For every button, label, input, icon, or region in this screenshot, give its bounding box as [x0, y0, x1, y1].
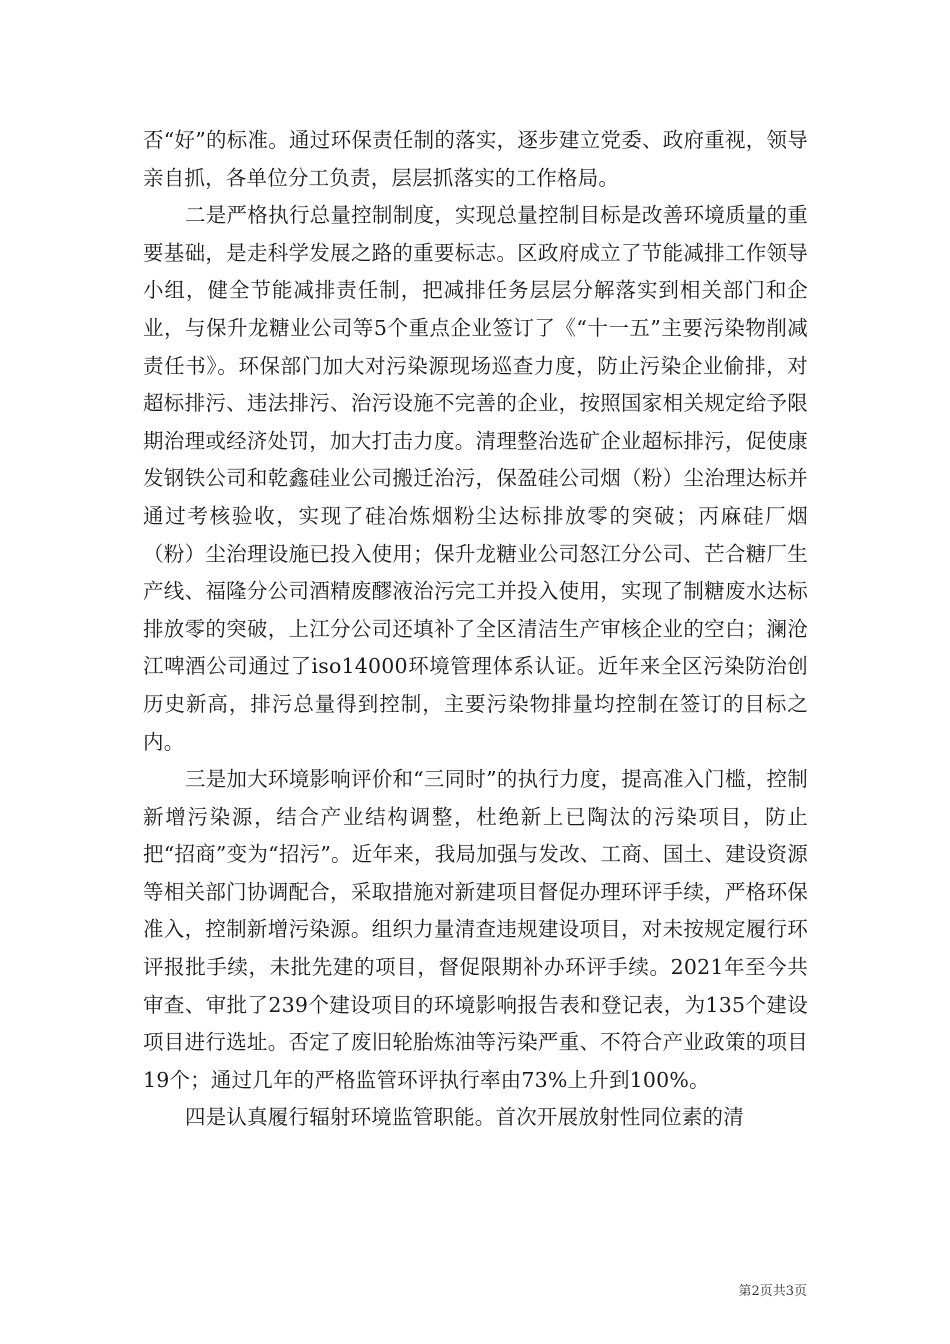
- page-number-footer: 第2页共3页: [738, 1284, 807, 1299]
- document-body: [143, 122, 808, 1137]
- paragraph-eia-enforcement: 三是加大环境影响评价和“三同时”的执行力度，提高准入门槛，控制新增污染源，结合产业结构调整，杜绝新上已陶汰的污染项目，防止把“招商”变为“招污”。近年来，我局加强与发改、工商、国土、建设资源等相关部门协调配合，采取措施对新建项目督促办理环评手续，严格环保准入，控制新增污染源。组织力量清查违规建设项目，对未按规定履行环评报批手续，未批先建的项目，督促限期补办环评手续。2021年至今共审查、审批了239个建设项目的环境影响报告表和登记表，为135个建设项目进行选址。否定了废旧轮胎炼油等污染严重、不符合产业政策的项目19个；通过几年的严格监管环评执行率由73%上升到100%。: [143, 767, 808, 1092]
- paragraph-total-control: 二是严格执行总量控制制度，实现总量控制目标是改善环境质量的重要基础，是走科学发展之路的重要标志。区政府成立了节能减排工作领导小组，健全节能减排责任制，把减排任务层层分解落实到相关部门和企业，与保升龙糖业公司等5个重点企业签订了《“十一五”主要污染物削减责任书》。环保部门加大对污染源现场巡查力度，防止污染企业偷排，对超标排污、违法排污、治污设施不完善的企业，按照国家相关规定给予限期治理或经济处罚，加大打击力度。清理整治选矿企业超标排污，促使康发钢铁公司和乾鑫硅业公司搬迁治污，保盈硅公司烟（粉）尘治理达标并通过考核验收，实现了硅冶炼烟粉尘达标排放零的突破；丙麻硅厂烟（粉）尘治理设施已投入使用；保升龙糖业公司怒江分公司、芒合糖厂生产线、福隆分公司酒精废醪液治污完工并投入使用，实现了制糖废水达标排放零的突破，上江分公司还填补了全区清洁生产审核企业的空白；澜沧江啤酒公司通过了iso14000环境管理体系认证。近年来全区污染防治创历史新高，排污总量得到控制，主要污染物排量均控制在签订的目标之内。: [143, 203, 808, 754]
- paragraph-continuation: 否“好”的标准。通过环保责任制的落实，逐步建立党委、政府重视，领导亲自抓，各单位分工负责，层层抓落实的工作格局。: [143, 128, 808, 190]
- paragraph-radiation-supervision: 四是认真履行辐射环境监管职能。首次开展放射性同位素的清: [185, 1105, 744, 1130]
